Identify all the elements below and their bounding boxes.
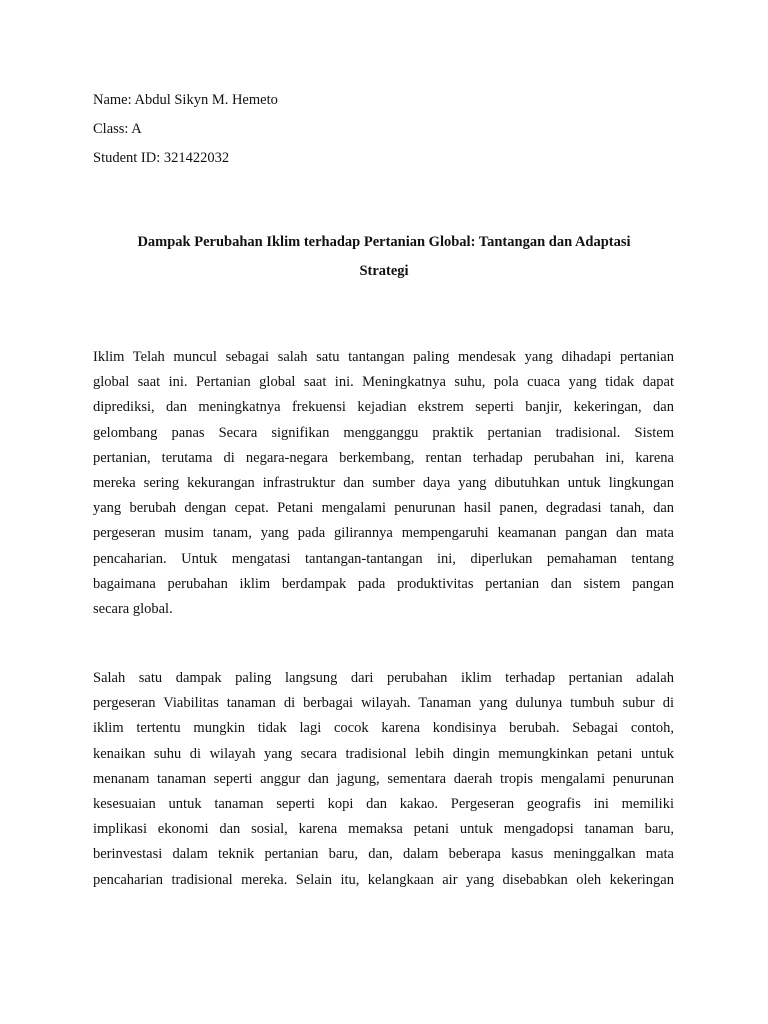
- text-line: pencaharian tradisional mereka. Selain itu, kelangkaan air yang disebabkan oleh kekeringan: [93, 871, 674, 888]
- student-info: [93, 86, 675, 173]
- text-line: kesesuaian untuk tanaman seperti kopi dan kakao. Pergeseran geografis ini memiliki: [93, 795, 674, 812]
- text-line: implikasi ekonomi dan sosial, karena memaksa petani untuk mengadopsi tanaman baru,: [93, 821, 674, 838]
- student-name: Name: Abdul Sikyn M. Hemeto: [93, 92, 278, 108]
- paragraph-2: [93, 666, 674, 893]
- document-title: [93, 228, 675, 286]
- title-line: Dampak Perubahan Iklim terhadap Pertanian Global: Tantangan dan Adaptasi: [137, 234, 631, 250]
- text-line: berinvestasi dalam teknik pertanian baru, dan, dalam beberapa kasus meninggalkan mata: [93, 846, 674, 863]
- text-line: kenaikan suhu di wilayah yang secara tradisional lebih dingin memungkinkan petani untuk: [93, 745, 674, 762]
- text-line: Iklim Telah muncul sebagai salah satu tantangan paling mendesak yang dihadapi pertanian: [93, 349, 674, 365]
- text-line: diprediksi, dan meningkatnya frekuensi kejadian ekstrem seperti banjir, kekeringan, dan: [93, 399, 674, 416]
- title-line: Strategi: [359, 263, 409, 279]
- text-line: menanam tanaman seperti anggur dan jagung, sementara daerah tropis mengalami penurunan: [93, 770, 674, 787]
- student-class: Class: A: [93, 121, 142, 137]
- text-line: iklim tertentu mungkin tidak lagi cocok karena kondisinya berubah. Sebagai contoh,: [93, 720, 674, 737]
- text-line: Salah satu dampak paling langsung dari perubahan iklim terhadap pertanian adalah: [93, 670, 674, 686]
- text-line: pergeseran musim tanam, yang pada gilirannya mempengaruhi keamanan pangan dan mata: [93, 525, 674, 542]
- text-line: pergeseran Viabilitas tanaman di berbagai wilayah. Tanaman yang dulunya tumbuh subur di: [93, 695, 674, 712]
- text-line: bagaimana perubahan iklim berdampak pada produktivitas pertanian dan sistem pangan: [93, 575, 674, 592]
- student-id: Student ID: 321422032: [93, 150, 230, 166]
- text-line: pencaharian. Untuk mengatasi tantangan-tantangan ini, diperlukan pemahaman tentang: [93, 550, 674, 567]
- text-line: global saat ini. Pertanian global saat ini. Meningkatnya suhu, pola cuaca yang tidak dapat: [93, 374, 674, 391]
- text-line: secara global.: [93, 600, 173, 617]
- text-line: gelombang panas Secara signifikan mengganggu praktik pertanian tradisional. Sistem: [93, 424, 674, 441]
- text-line: pertanian, terutama di negara-negara berkembang, rentan terhadap perubahan ini, karena: [93, 449, 674, 466]
- text-line: yang berubah dengan cepat. Petani mengalami penurunan hasil panen, degradasi tanah, dan: [93, 500, 674, 517]
- paragraph-1: [93, 345, 674, 622]
- text-line: mereka sering kekurangan infrastruktur dan sumber daya yang dibutuhkan untuk lingkungan: [93, 474, 674, 491]
